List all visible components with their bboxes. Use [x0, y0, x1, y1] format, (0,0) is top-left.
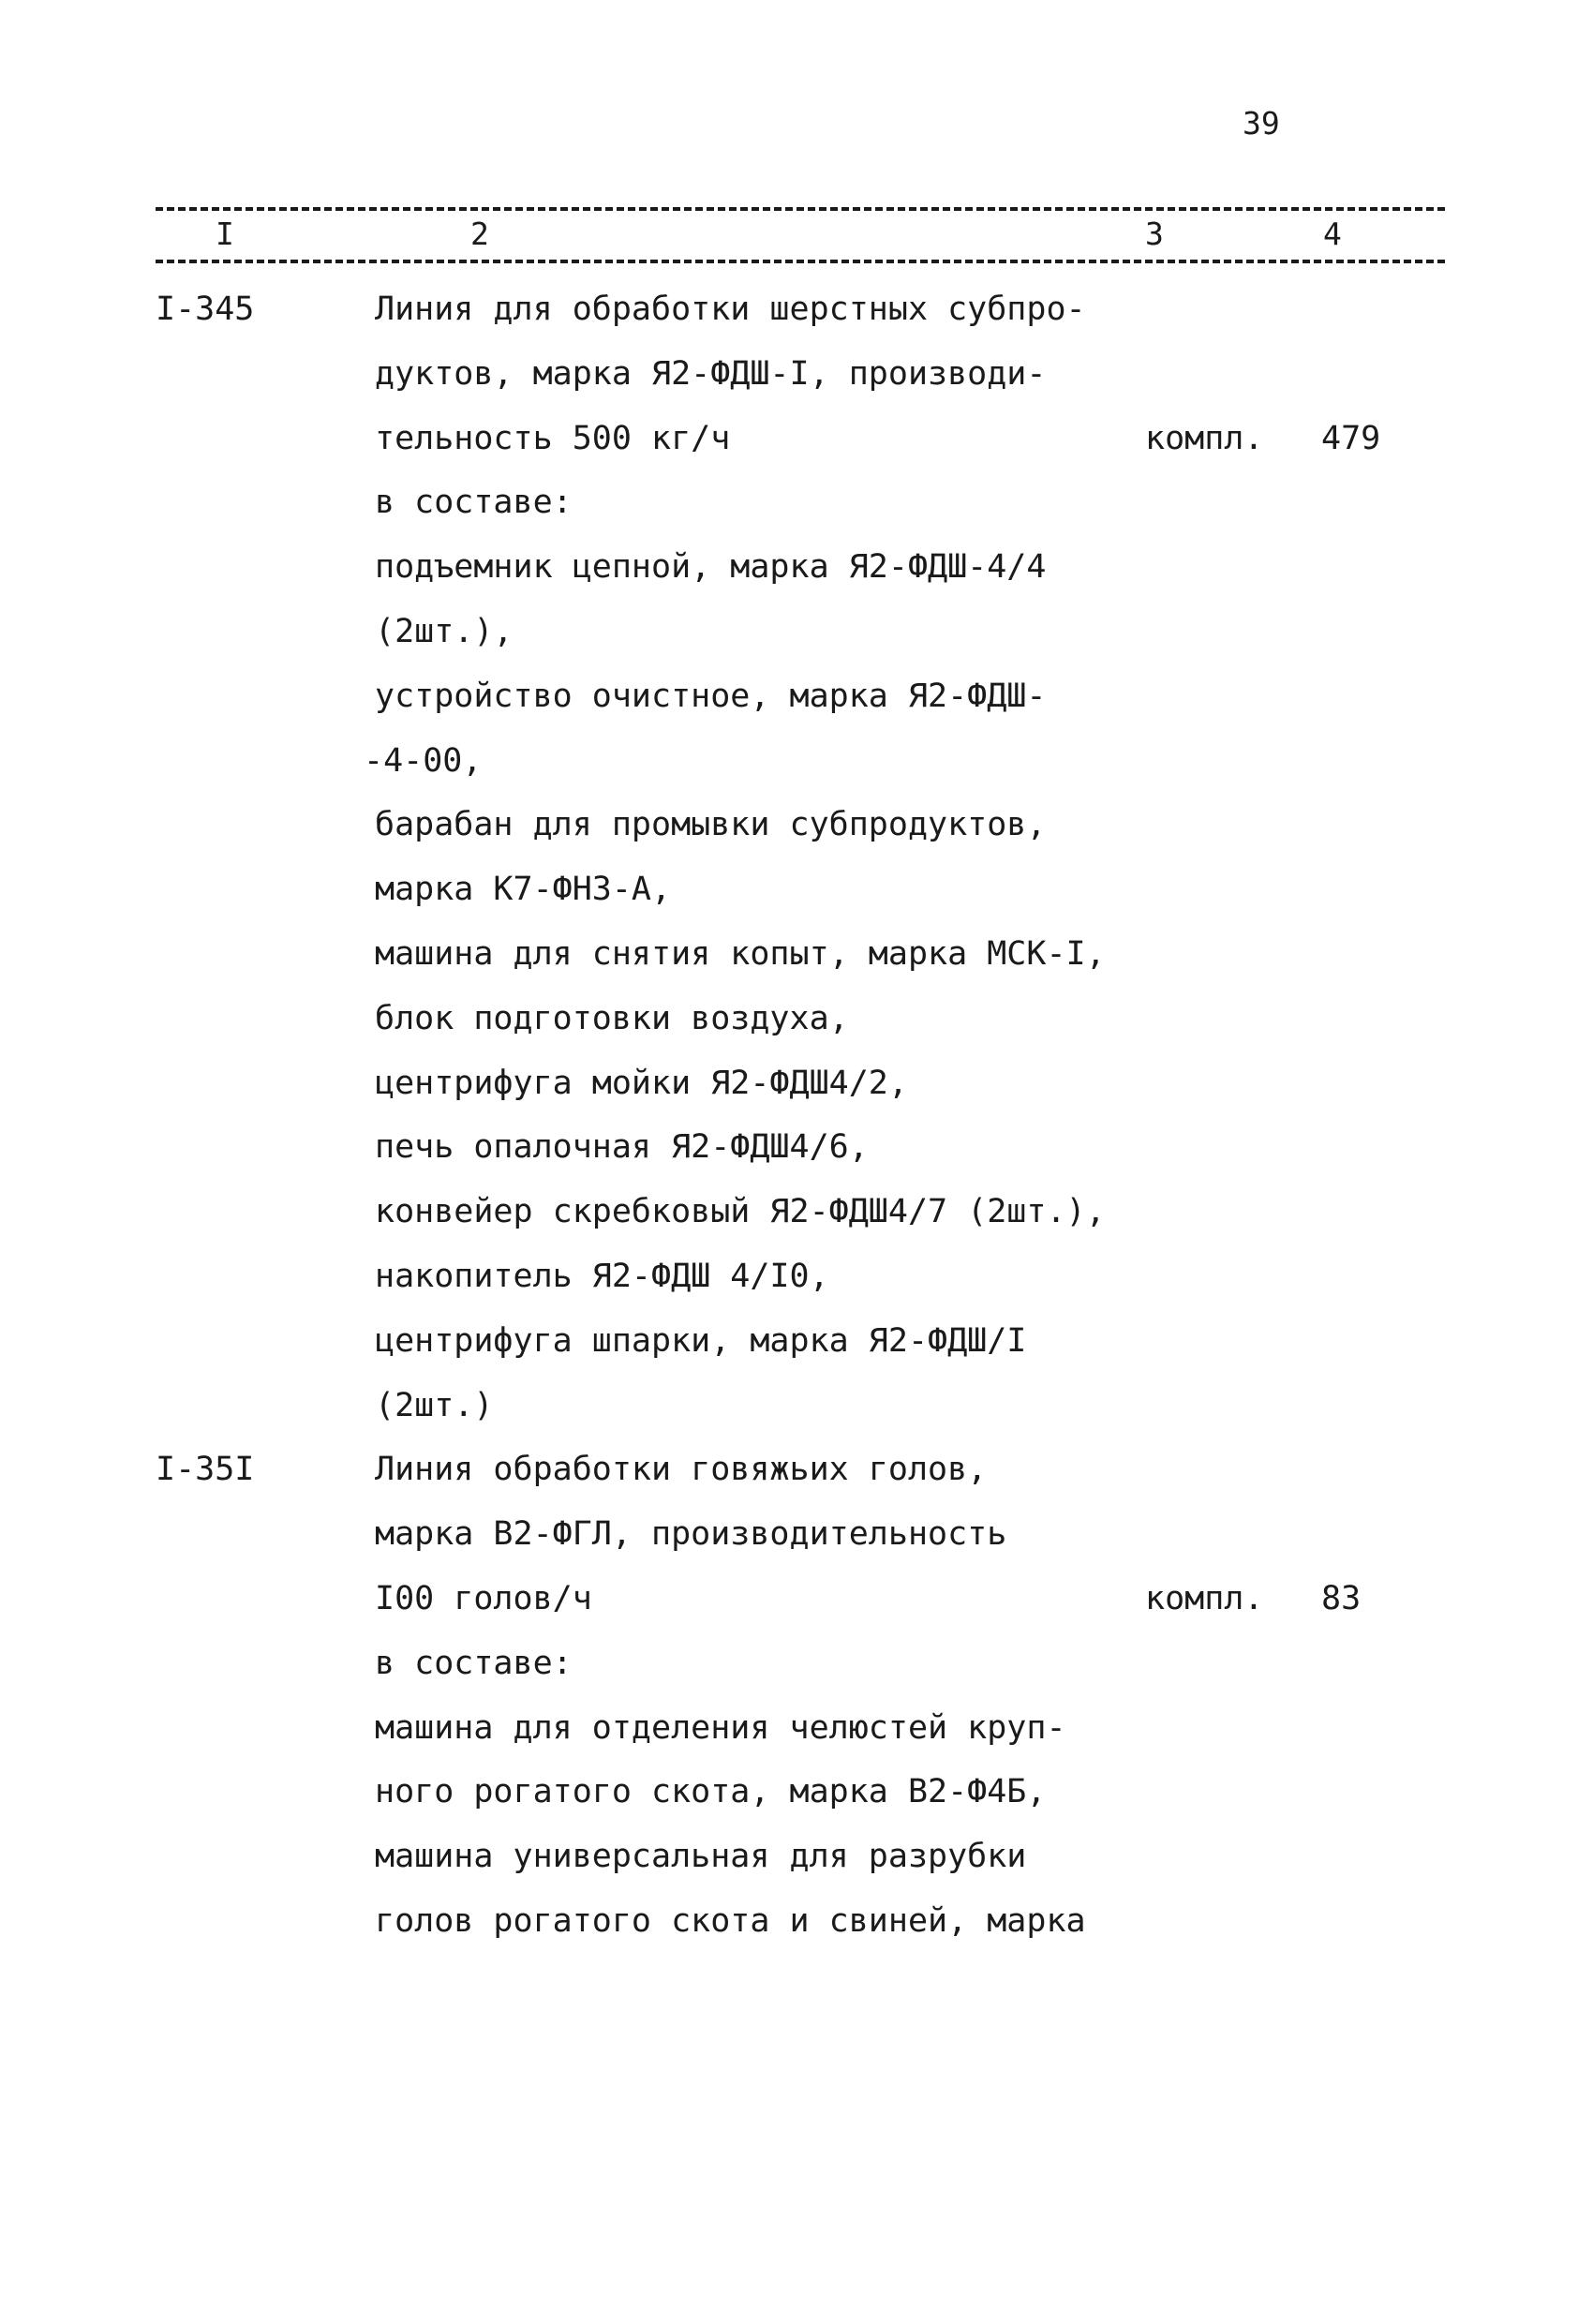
item-description: блок подготовки воздуха, [375, 999, 849, 1037]
table-row [0, 1115, 1593, 1180]
item-description: голов рогатого скота и свиней, марка [375, 1901, 1086, 1940]
item-description: машина универсальная для разрубки [375, 1838, 1027, 1876]
table-row [0, 277, 1593, 342]
table-row [0, 1631, 1593, 1696]
table-row [0, 407, 1593, 471]
item-description: марка К7-ФНЗ-А, [375, 871, 672, 909]
table-header-bottom-rule [156, 260, 1445, 263]
item-quantity: 83 [1321, 1579, 1362, 1617]
item-description: ного рогатого скота, марка В2-Ф4Б, [375, 1773, 1047, 1811]
column-header-4: 4 [1318, 216, 1347, 252]
table-row [0, 470, 1593, 535]
table-row [0, 1825, 1593, 1889]
item-quantity: 479 [1321, 419, 1381, 457]
item-code: I-35I [156, 1451, 255, 1489]
column-header-1: I [210, 216, 240, 252]
item-description: центрифуга шпарки, марка Я2-ФДШ/I [375, 1321, 1027, 1360]
table-row [0, 1180, 1593, 1244]
table-row [0, 1889, 1593, 1954]
table-row [0, 793, 1593, 857]
table-row [0, 1309, 1593, 1374]
item-description: устройство очистное, марка Я2-ФДШ- [375, 677, 1047, 715]
item-code: I-345 [156, 290, 255, 328]
table-header-top-rule [156, 207, 1445, 211]
item-description: Линия обработки говяжьих голов, [375, 1451, 988, 1489]
item-description: барабан для промывки субпродуктов, [375, 806, 1047, 844]
page-number: 39 [1243, 105, 1280, 142]
item-description: I00 голов/ч [375, 1579, 592, 1617]
table-row [0, 535, 1593, 600]
item-description: -4-00, [364, 741, 483, 780]
column-header-2: 2 [465, 216, 495, 252]
item-description: конвейер скребковый Я2-ФДШ4/7 (2шт.), [375, 1193, 1106, 1231]
item-unit: компл. [1145, 419, 1264, 457]
table-row [0, 1374, 1593, 1438]
table-row [0, 1051, 1593, 1116]
table-row [0, 1696, 1593, 1761]
table-row [0, 664, 1593, 729]
item-description: машина для снятия копыт, марка МСК-I, [375, 934, 1106, 973]
item-description: печь опалочная Я2-ФДШ4/6, [375, 1128, 869, 1167]
item-description: тельность 500 кг/ч [375, 419, 731, 457]
item-description: (2шт.) [375, 1386, 494, 1424]
item-description: подъемник цепной, марка Я2-ФДШ-4/4 [375, 548, 1047, 587]
column-header-3: 3 [1139, 216, 1169, 252]
table-row [0, 729, 1593, 794]
item-unit: компл. [1145, 1579, 1264, 1617]
item-description: накопитель Я2-ФДШ 4/I0, [375, 1257, 829, 1295]
table-row [0, 342, 1593, 407]
table-row [0, 1567, 1593, 1631]
item-description: центрифуга мойки Я2-ФДШ4/2, [375, 1064, 908, 1102]
table-row [0, 1244, 1593, 1309]
table-row [0, 600, 1593, 664]
table-row [0, 1438, 1593, 1502]
item-description: дуктов, марка Я2-ФДШ-I, производи- [375, 354, 1047, 393]
table-row [0, 857, 1593, 922]
item-description: в составе: [375, 484, 573, 522]
table-row [0, 1760, 1593, 1825]
item-description: (2шт.), [375, 612, 514, 650]
item-description: Линия для обработки шерстных субпро- [375, 290, 1086, 328]
table-row [0, 922, 1593, 987]
table-body [0, 277, 1593, 1954]
item-description: в составе: [375, 1644, 573, 1682]
table-row [0, 987, 1593, 1051]
table-row [0, 1502, 1593, 1567]
item-description: машина для отделения челюстей круп- [375, 1708, 1066, 1747]
item-description: марка В2-ФГЛ, производительность [375, 1515, 1007, 1554]
